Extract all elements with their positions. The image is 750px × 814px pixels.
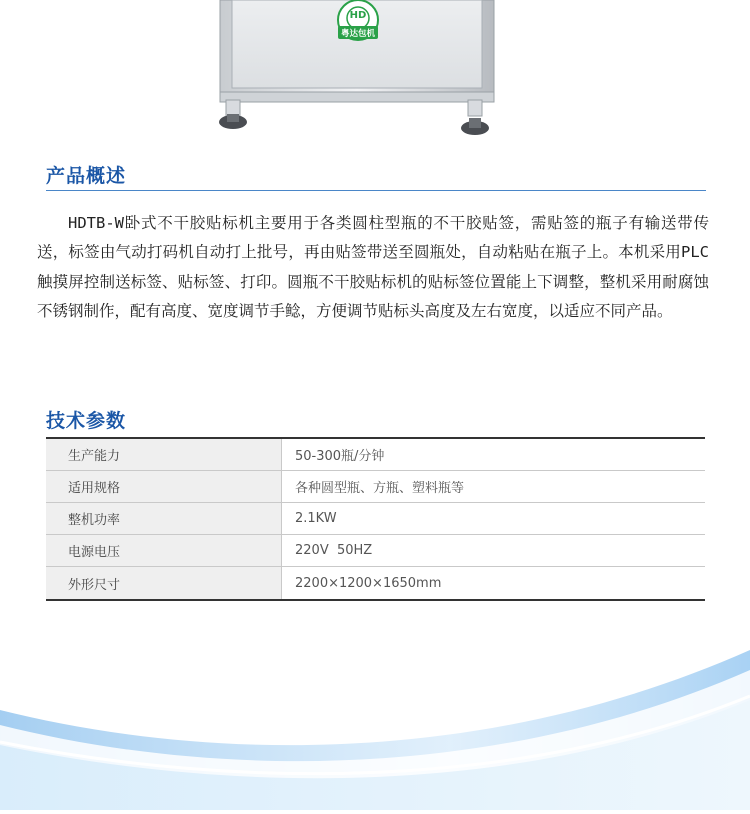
spec-label: 外形尺寸 xyxy=(46,567,282,601)
specs-title: 技术参数 xyxy=(46,410,127,432)
spec-label: 整机功率 xyxy=(46,503,282,535)
spec-value: 2200×1200×1650mm xyxy=(295,575,442,591)
overview-paragraph: HDTB-W卧式不干胶贴标机主要用于各类圆柱型瓶的不干胶贴签，需贴签的瓶子有输送带传送，标签由气动打码机自动打上批号，再由贴签带送至圆瓶处，自动粘贴在瓶子上。本机采用PLC触摸屏控制送标签、贴标签、打印。圆瓶不干胶贴标机的贴标签位置能上下调整，整机采用耐腐蚀不锈钢制作，配有高度、宽度调节手鲶，方便调节贴标头高度及左右宽度，以适应不同产品。 xyxy=(37,214,709,321)
table-row xyxy=(46,471,705,503)
spec-label: 适用规格 xyxy=(46,471,282,503)
logo-emblem-icon xyxy=(334,0,382,48)
spec-label: 电源电压 xyxy=(46,535,282,567)
brand-logo xyxy=(334,0,382,48)
table-row xyxy=(46,567,705,601)
decorative-wave xyxy=(0,630,750,810)
table-row xyxy=(46,503,705,535)
spec-value: 各种圆型瓶、方瓶、塑料瓶等 xyxy=(282,471,706,503)
spec-value: 2.1KW xyxy=(282,503,706,535)
spec-value: 220V 50HZ xyxy=(282,535,706,567)
spec-table xyxy=(46,437,705,601)
overview-divider xyxy=(46,190,706,191)
spec-value: 50-300瓶/分钟 xyxy=(282,438,706,471)
table-row xyxy=(46,535,705,567)
spec-label: 生产能力 xyxy=(46,438,282,471)
overview-title: 产品概述 xyxy=(46,165,127,187)
table-row xyxy=(46,438,705,471)
logo-text: 粤达包机 xyxy=(340,29,375,39)
logo-monogram: HD xyxy=(349,10,367,21)
